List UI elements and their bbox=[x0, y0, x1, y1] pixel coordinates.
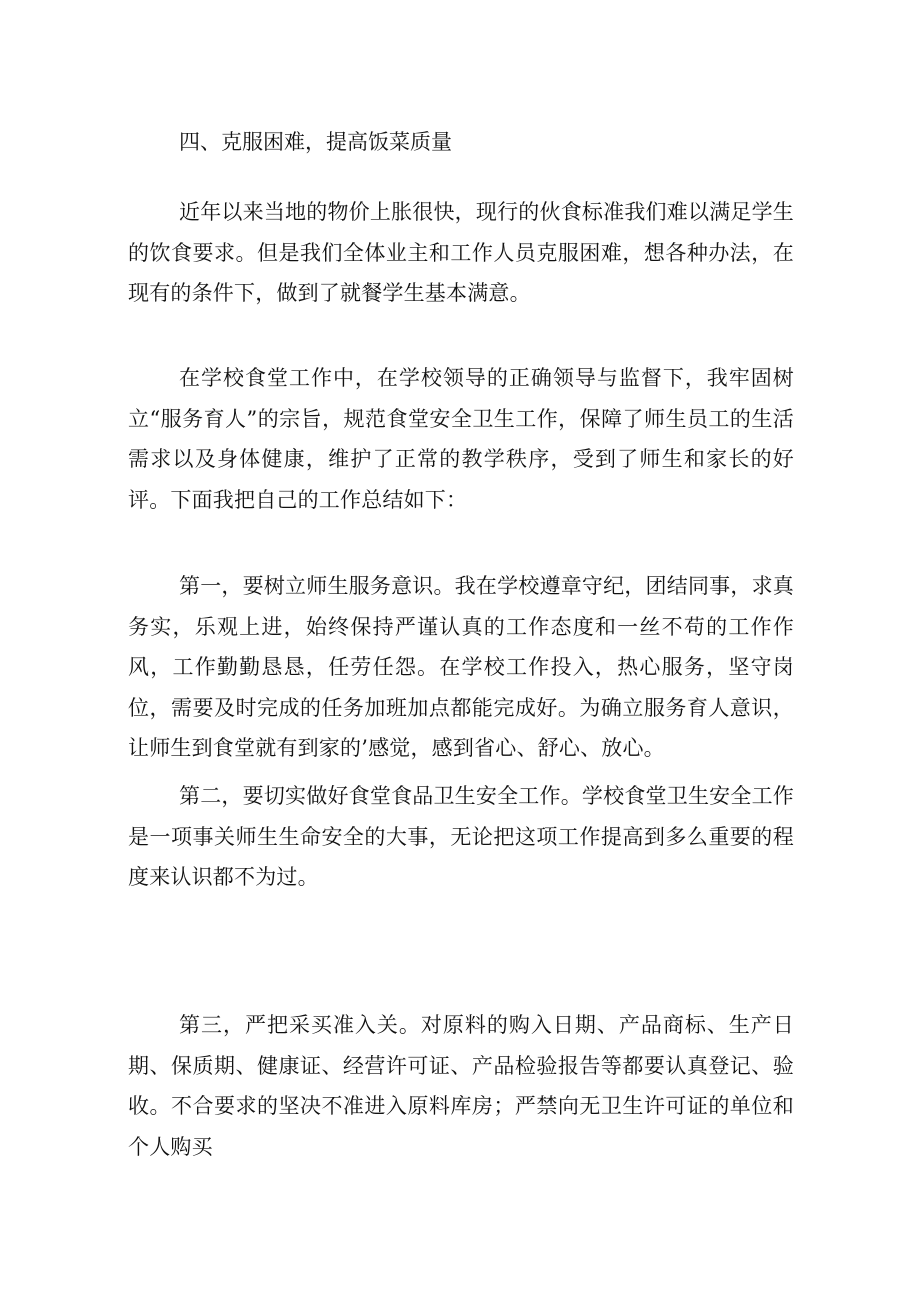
paragraph-food-safety: 第二，要切实做好食堂食品卫生安全工作。学校食堂卫生安全工作是一项事关师生生命安全的大事，无论把这项工作提高到多么重要的程度来认识都不为过。 bbox=[128, 784, 794, 889]
paragraph-canteen-work: 在学校食堂工作中，在学校领导的正确领导与监督下，我牢固树立“服务育人”的宗旨，规范食堂安全卫生工作，保障了师生员工的生活需求以及身体健康，维护了正常的教学秩序，受到了师生和家长的好评。下面我把自己的工作总结如下： bbox=[128, 366, 794, 512]
paragraph-service-awareness: 第一，要树立师生服务意识。我在学校遵章守纪，团结同事，求真务实，乐观上进，始终保持严谨认真的工作态度和一丝不苟的工作作风，工作勤勤恳恳，任劳任怨。在学校工作投入，热心服务，坚守岗位，需要及时完成的任务加班加点都能完成好。为确立服务育人意识，让师生到食堂就有到家的’感觉，感到省心、舒心、放心。 bbox=[128, 574, 794, 760]
paragraph-procurement: 第三，严把采买准入关。对原料的购入日期、产品商标、生产日期、保质期、健康证、经营许可证、产品检验报告等都要认真登记、验收。不合要求的坚决不准进入原料库房；严禁向无卫生许可证的单位和个人购买 bbox=[128, 1013, 794, 1159]
section-heading: 四、克服困难，提高饭菜质量 bbox=[179, 130, 452, 154]
paragraph-price-rise: 近年以来当地的物价上胀很快，现行的伙食标准我们难以满足学生的饮食要求。但是我们全体业主和工作人员克服困难，想各种办法，在现有的条件下，做到了就餐学生基本满意。 bbox=[128, 200, 794, 305]
